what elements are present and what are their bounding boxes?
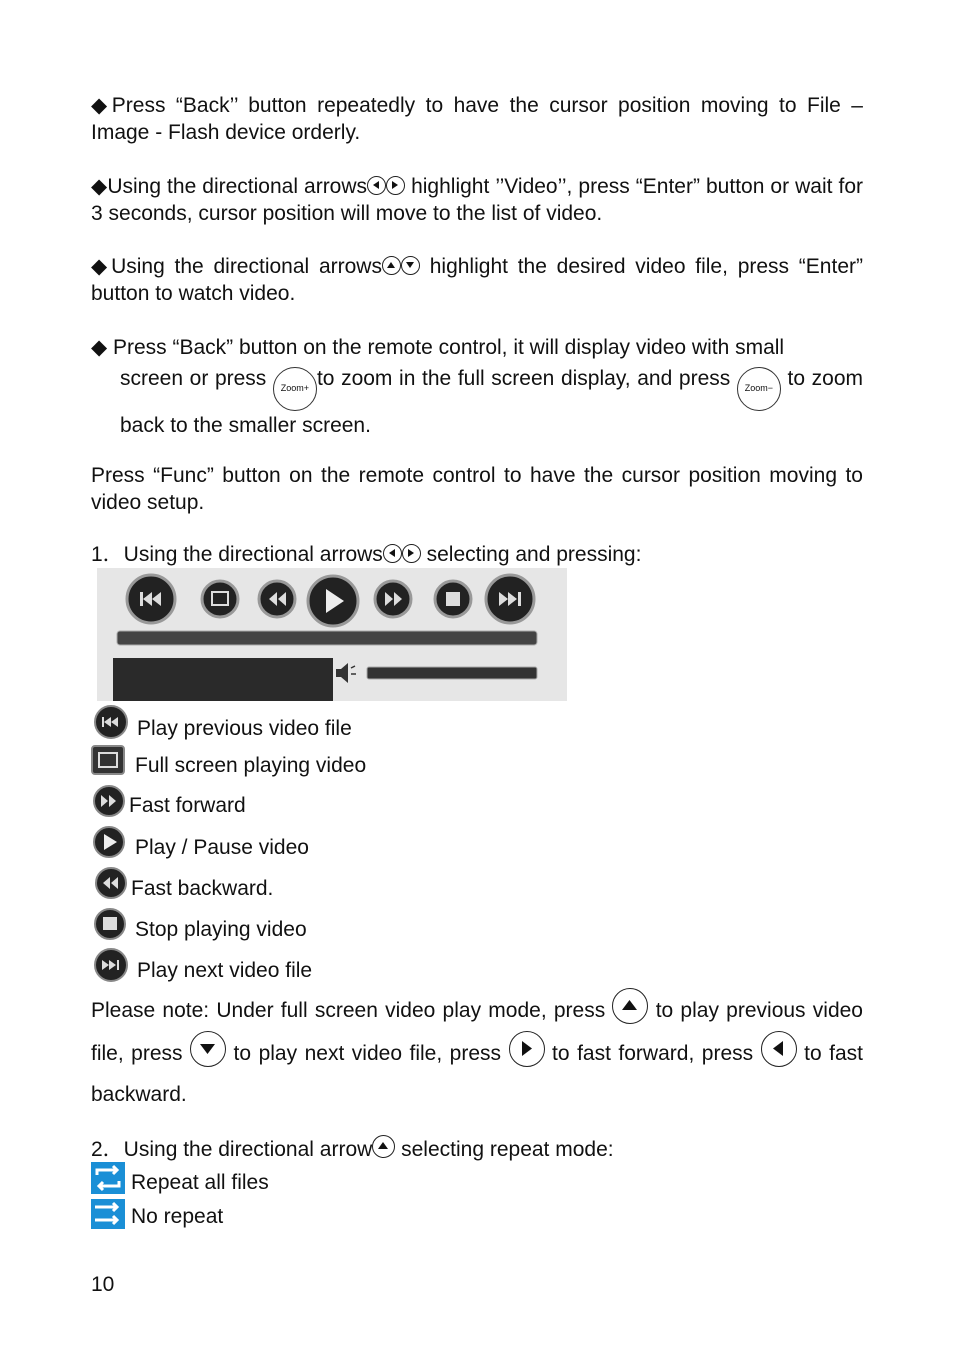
- text: to play previous video file, press: [91, 999, 863, 1065]
- list-item: [91, 821, 863, 862]
- fast-forward-button-icon: [375, 581, 411, 617]
- up-arrow-icon: [612, 988, 648, 1024]
- repeat-label: Repeat all files: [131, 1171, 269, 1194]
- text: screen or press: [120, 367, 273, 390]
- text: ◆Using the directional arrows: [91, 175, 368, 198]
- up-arrow-icon: [372, 1135, 395, 1158]
- down-arrow-icon: [401, 256, 420, 275]
- text: to fast forward, press: [544, 1042, 761, 1065]
- paragraph-back-button: ◆Press “Back’’ button repeatedly to have the cursor position moving to File – Image - Flash device orderly.: [91, 94, 863, 144]
- play-icon: [91, 826, 129, 858]
- fullscreen-button-icon: [202, 581, 238, 617]
- repeat-list: [91, 1160, 863, 1232]
- right-arrow-icon: [386, 176, 405, 195]
- next-icon: [91, 948, 131, 982]
- control-label: Play next video file: [137, 958, 313, 982]
- up-arrow-icon: [382, 256, 401, 275]
- right-arrow-icon: [509, 1031, 545, 1067]
- list-item: [91, 903, 863, 944]
- control-label: Full screen playing video: [135, 754, 367, 777]
- left-arrow-icon: [761, 1031, 797, 1067]
- control-label: Fast forward: [129, 793, 246, 817]
- control-label: Play / Pause video: [135, 835, 309, 859]
- paragraph-highlight-video: [91, 173, 863, 227]
- list-item: [91, 944, 863, 985]
- text: highlight ’’Video’’, press “Enter” button or wait for 3 seconds, cursor position will move to the list of video.: [91, 175, 863, 225]
- control-label: Fast backward.: [131, 876, 274, 900]
- control-label: Play previous video file: [137, 717, 352, 740]
- text: ◆Using the directional arrows: [91, 255, 382, 278]
- zoom-out-icon: Zoom−: [737, 367, 781, 411]
- text: to zoom back to the smaller screen.: [120, 367, 863, 437]
- control-label: Stop playing video: [135, 917, 307, 941]
- down-arrow-icon: [190, 1031, 226, 1067]
- text: selecting and pressing:: [420, 543, 642, 566]
- list-item: [91, 780, 863, 821]
- fast-backward-icon: [91, 867, 129, 899]
- repeat-all-icon: [91, 1162, 125, 1194]
- stop-icon: [91, 908, 129, 940]
- text: selecting repeat mode:: [395, 1138, 614, 1161]
- zoom-in-icon: Zoom+: [273, 367, 317, 411]
- stop-button-icon: [435, 581, 471, 617]
- controls-list: [91, 702, 863, 985]
- section-2-heading: [91, 1135, 863, 1163]
- list-item: [91, 702, 863, 742]
- list-item: [91, 862, 863, 903]
- left-arrow-icon: [383, 544, 402, 563]
- text: 1．Using the directional arrows: [91, 543, 383, 566]
- left-arrow-icon: [367, 176, 386, 195]
- no-repeat-icon: [91, 1199, 125, 1229]
- fast-forward-icon: [91, 785, 127, 817]
- fullscreen-icon: [91, 745, 127, 777]
- text: to fast backward.: [91, 1042, 864, 1106]
- list-item: [91, 1196, 863, 1232]
- list-item: [91, 1160, 863, 1196]
- paragraph-note: [91, 988, 863, 1115]
- previous-icon: [91, 705, 131, 739]
- paragraph-select-file: [91, 253, 863, 307]
- previous-button-icon: [127, 575, 175, 623]
- text: to play next video file, press: [226, 1042, 509, 1065]
- text: to zoom in the full screen display, and press: [316, 367, 737, 390]
- next-button-icon: [486, 575, 534, 623]
- list-item: [91, 742, 863, 780]
- player-control-panel: [97, 568, 567, 701]
- paragraph-func: Press “Func” button on the remote control to have the cursor position moving to video setup.: [91, 464, 863, 514]
- repeat-label: No repeat: [131, 1205, 224, 1228]
- text: highlight the desired video file, press “Enter” button to watch video.: [91, 255, 863, 305]
- right-arrow-icon: [402, 544, 421, 563]
- text: 2．Using the directional arrow: [91, 1138, 373, 1161]
- play-button-icon: [308, 576, 358, 626]
- section-1-heading: [91, 541, 863, 568]
- fast-backward-button-icon: [259, 581, 295, 617]
- paragraph-zoom: [120, 364, 863, 441]
- paragraph-zoom-lead: ◆ Press “Back” button on the remote control, it will display video with small: [91, 336, 785, 359]
- text: Please note: Under full screen video play mode, press: [91, 999, 613, 1022]
- page-number: 10: [91, 1273, 115, 1296]
